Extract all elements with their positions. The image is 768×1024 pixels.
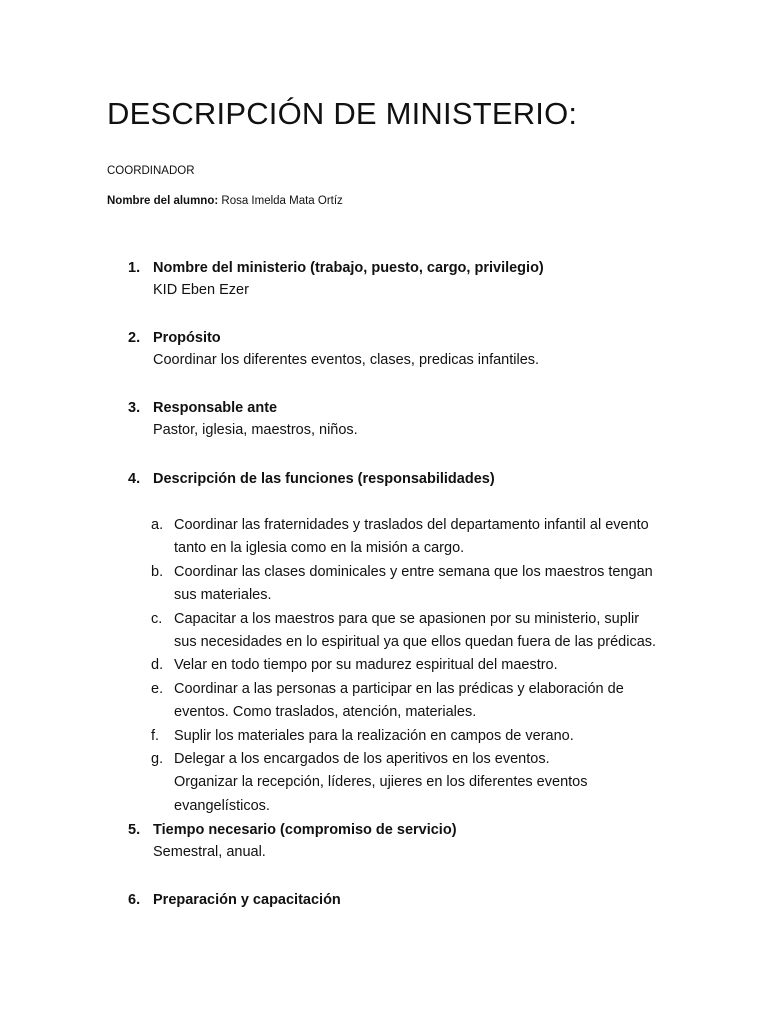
section-responsible [128, 397, 728, 441]
list-item [151, 725, 741, 748]
list-text: Velar en todo tiempo por su madurez espiritual del maestro. [174, 657, 558, 674]
functions-list [151, 514, 741, 818]
list-letter: a. [151, 517, 164, 533]
list-item [151, 654, 741, 677]
list-text: Coordinar a las personas a participar en las prédicas y elaboración de eventos. Como traslados, atención, materiales. [174, 680, 624, 721]
section-heading: Preparación y capacitación [153, 892, 341, 908]
document-title: DESCRIPCIÓN DE MINISTERIO: [107, 96, 578, 131]
section-body: KID Eben Ezer [153, 282, 249, 298]
section-heading: Responsable ante [153, 400, 278, 416]
section-number: 4. [128, 471, 141, 487]
list-text: Coordinar las clases dominicales y entre semana que los maestros tengan sus materiales. [174, 563, 653, 604]
list-letter: f. [151, 727, 160, 744]
list-letter: b. [151, 563, 164, 580]
section-number: 2. [128, 330, 141, 346]
list-letter: g. [151, 751, 164, 768]
list-item [151, 678, 741, 725]
list-item [151, 514, 741, 561]
list-text: Capacitar a los maestros para que se apasionen por su ministerio, suplir sus necesidades en lo espiritual ya que ellos quedan fuera de las prédicas. [174, 610, 657, 651]
section-time-required [128, 819, 728, 863]
list-letter: e. [151, 680, 164, 697]
section-functions [128, 468, 728, 490]
section-number: 1. [128, 260, 141, 276]
list-letter: c. [151, 610, 163, 627]
section-number: 5. [128, 822, 141, 838]
section-number: 6. [128, 892, 141, 908]
list-letter: d. [151, 657, 164, 674]
section-purpose [128, 327, 728, 371]
list-item [151, 561, 741, 608]
section-body: Pastor, iglesia, maestros, niños. [153, 422, 358, 438]
section-number: 3. [128, 400, 141, 416]
list-item [151, 748, 741, 818]
student-line [107, 195, 343, 207]
section-heading: Tiempo necesario (compromiso de servicio) [153, 822, 457, 838]
student-name: Rosa Imelda Mata Ortíz [218, 195, 343, 207]
section-heading: Propósito [153, 330, 221, 346]
list-item [151, 608, 741, 655]
student-label: Nombre del alumno: [107, 195, 219, 207]
section-heading: Descripción de las funciones (responsabilidades) [153, 471, 495, 487]
section-body: Semestral, anual. [153, 844, 266, 860]
list-text: Suplir los materiales para la realización en campos de verano. [174, 727, 574, 744]
section-body: Coordinar los diferentes eventos, clases, predicas infantiles. [153, 352, 540, 368]
role-label: COORDINADOR [107, 165, 195, 177]
section-heading: Nombre del ministerio (trabajo, puesto, cargo, privilegio) [153, 260, 544, 276]
section-preparation [128, 889, 728, 911]
list-text: Coordinar las fraternidades y traslados del departamento infantil al evento tanto en la iglesia como en la misión a cargo. [174, 517, 649, 557]
list-text: Delegar a los encargados de los aperitivos en los eventos. Organizar la recepción, líderes, ujieres en los diferentes eventos evangelísticos. [174, 751, 588, 814]
section-ministry-name [128, 257, 728, 301]
